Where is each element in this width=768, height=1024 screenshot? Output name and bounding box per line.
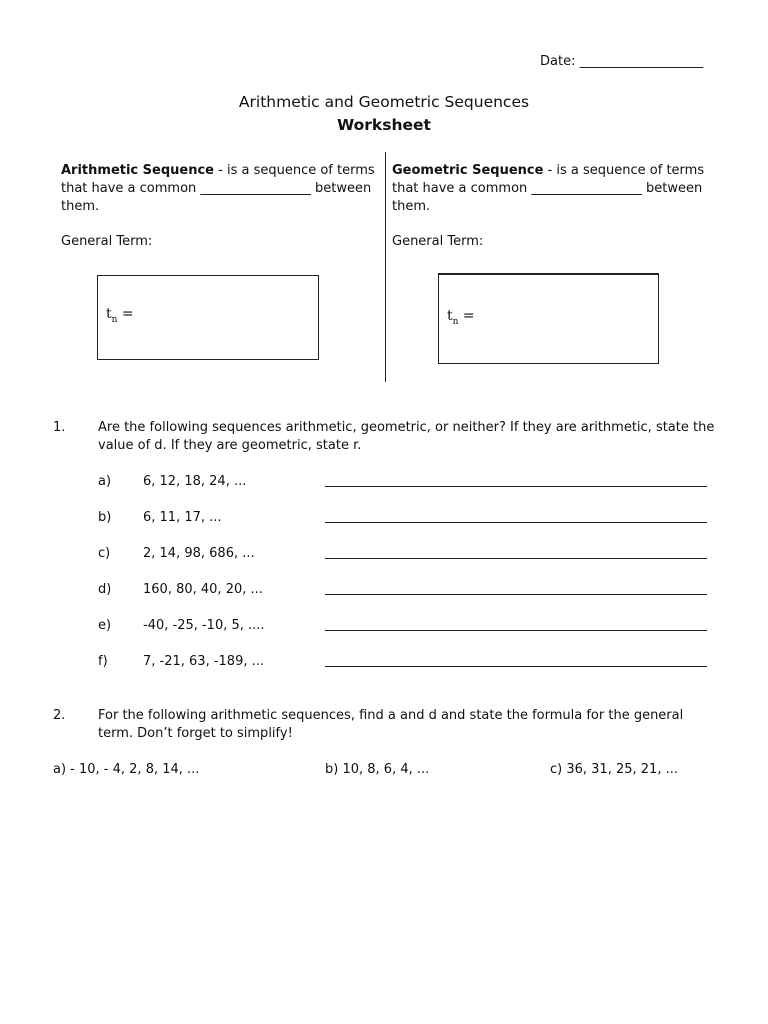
item-label: d) xyxy=(98,582,112,597)
geometric-definition-text-1: - is a sequence of terms that have a common xyxy=(392,163,705,196)
date-field[interactable]: Date: ___________________ xyxy=(540,54,704,69)
arithmetic-formula-box[interactable] xyxy=(97,275,319,360)
worksheet-title: Arithmetic and Geometric Sequences xyxy=(238,93,530,111)
geometric-formula: $t_n$ = xyxy=(447,308,475,327)
item-label: a) xyxy=(98,474,112,489)
item-label: c) xyxy=(98,546,111,561)
item-sequence: 2, 14, 98, 686, ... xyxy=(143,546,255,561)
question-2-item-a: a) - 10, - 4, 2, 8, 14, ... xyxy=(53,762,200,777)
question-2-item-c: c) 36, 31, 25, 21, ... xyxy=(550,762,678,777)
item-label: b) xyxy=(98,510,112,525)
arithmetic-definition xyxy=(61,162,381,216)
geometric-definition xyxy=(392,162,712,216)
item-sequence: 160, 80, 40, 20, ... xyxy=(143,582,263,597)
arithmetic-term: Arithmetic Sequence xyxy=(61,163,214,178)
question-1-number: 1. xyxy=(53,420,66,435)
item-label: f) xyxy=(98,654,108,669)
answer-line[interactable] xyxy=(325,558,707,559)
answer-line[interactable] xyxy=(325,522,707,523)
question-2-text: For the following arithmetic sequences, find a and d and state the formula for the general term. Don’t forget to simplify! xyxy=(98,708,684,741)
arithmetic-formula: $t_n$ = xyxy=(106,306,134,325)
arithmetic-general-term-label: General Term: xyxy=(61,234,153,249)
item-sequence: 6, 11, 17, ... xyxy=(143,510,222,525)
geometric-term: Geometric Sequence xyxy=(392,163,544,178)
answer-line[interactable] xyxy=(325,666,707,667)
question-2-item-b: b) 10, 8, 6, 4, ... xyxy=(325,762,430,777)
item-sequence: 6, 12, 18, 24, ... xyxy=(143,474,247,489)
geometric-formula-box[interactable] xyxy=(438,273,659,364)
arithmetic-blank[interactable]: _________________ xyxy=(200,181,311,196)
arithmetic-definition-text-2: between them. xyxy=(61,181,372,214)
answer-line[interactable] xyxy=(325,630,707,631)
geometric-blank[interactable]: _________________ xyxy=(531,181,642,196)
answer-line[interactable] xyxy=(325,594,707,595)
item-sequence: -40, -25, -10, 5, .... xyxy=(143,618,265,633)
geometric-general-term-label: General Term: xyxy=(392,234,484,249)
arithmetic-definition-text-1: - is a sequence of terms that have a common xyxy=(61,163,375,196)
answer-line[interactable] xyxy=(325,486,707,487)
question-2-number: 2. xyxy=(53,708,66,723)
geometric-definition-text-2: between them. xyxy=(392,181,703,214)
question-1-text: Are the following sequences arithmetic, geometric, or neither? If they are arithmetic, state the value of d. If they are geometric, state r. xyxy=(98,420,715,453)
item-sequence: 7, -21, 63, -189, ... xyxy=(143,654,265,669)
item-label: e) xyxy=(98,618,112,633)
column-divider xyxy=(385,152,386,382)
worksheet-subtitle: Worksheet xyxy=(337,116,431,134)
